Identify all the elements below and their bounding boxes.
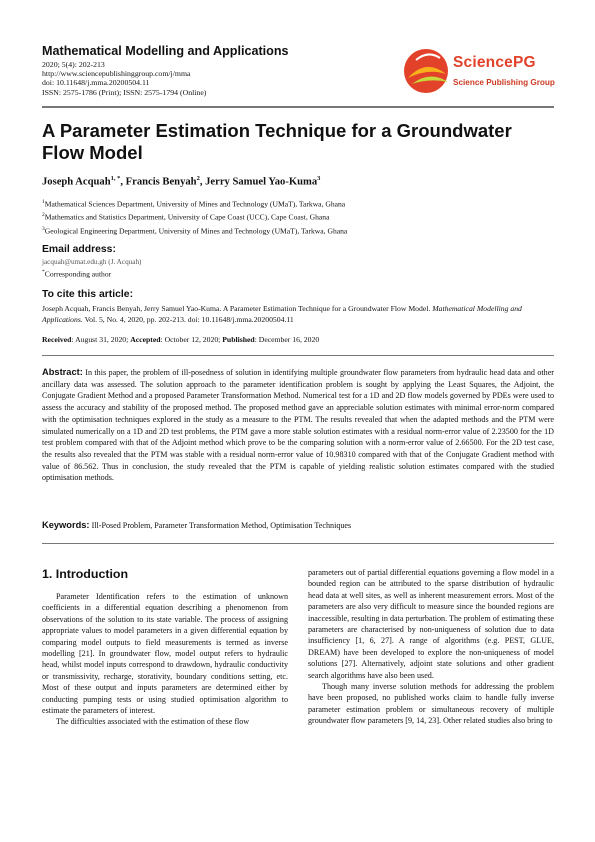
affiliation-1 [42, 199, 345, 209]
paragraph: parameters out of partial differential equations governing a flow model in a bounded region can be attributed to the sparse distribution of hydraulic head data at well sites, as well as inherent measurement errors. Most of the parameters are also very difficult to measure since the bounded regions are inaccessible, resulting in data perturbation. The problem of estimating these parameters are characterised by non-uniqueness of solution due to data insufficiency [1, 6, 27]. A range of algorithms (e.g. PEST, GLUE, DREAM) have been developed to explore the non-uniqueness of model solutions [27]. Alternatively, adjoint state solutions and other gradient search algorithms have also been used. [308, 568, 554, 680]
accepted-date: : October 12, 2020; [160, 335, 223, 344]
accepted-label: Accepted [130, 335, 161, 344]
paragraph: Parameter Identification refers to the estimation of unknown coefficients in a differential equation describing a phenomenon from observations of the solution to its state variable. The process of assigning appropriate values to model parameters in a given differential equation by comparing model outputs to field measurements is termed as inverse modelling [21]. In groundwater flow, model output refers to hydraulic head, whilst model inputs correspond to drawdown, hydraulic conductivity or transmissivity, recharge, storativity, boundary conditions setting, etc. Most of these output and inputs parameters are determined either by conducting pumping tests or using studied optimisation algorithm to estimate the parameters of interest. [42, 592, 288, 716]
author-name: Joseph Acquah [42, 176, 111, 188]
sciencepg-logo [400, 38, 570, 108]
paper-title: A Parameter Estimation Technique for a Groundwater Flow Model [42, 120, 512, 163]
abstract-label: Abstract: [42, 367, 83, 377]
received-label: Received [42, 335, 72, 344]
citation [42, 303, 554, 325]
keywords-label: Keywords: [42, 520, 90, 530]
author-name: Francis Benyah [125, 176, 197, 188]
affiliation-number: 1 [42, 199, 45, 205]
header-divider [42, 106, 554, 108]
paragraph: Though many inverse solution methods for addressing the problem have been proposed, no published works claim to handle fully inverse parameter estimation problem or simultaneous recovery of multiple groundwater flow parameters [9, 14, 23]. Other related studies also bring to [308, 682, 554, 726]
issn-line: ISSN: 2575-1786 (Print); ISSN: 2575-1794 (Online) [42, 88, 207, 97]
keywords-text: Ill-Posed Problem, Parameter Transformation Method, Optimisation Techniques [91, 521, 352, 530]
published-date: : December 16, 2020 [254, 335, 320, 344]
citation-rest: Vol. 5, No. 4, 2020, pp. 202-213. doi: 10.11648/j.mma.20200504.11 [82, 315, 294, 324]
section-heading: 1. Introduction [42, 567, 129, 581]
received-date: : August 31, 2020; [71, 335, 131, 344]
logo-subtitle: Science Publishing Group [453, 78, 555, 87]
affiliation-text: Mathematics and Statistics Department, University of Cape Coast (UCC), Cape Coast, Ghana [44, 212, 330, 222]
logo-wordmark: SciencePG [453, 54, 536, 71]
left-column [42, 591, 288, 728]
email-address[interactable]: jacquah@umat.edu.gh (J. Acquah) [42, 258, 142, 266]
affiliation-2 [42, 212, 329, 222]
article-dates [42, 335, 319, 344]
email-heading: Email address: [42, 244, 116, 255]
citation-plain: Joseph Acquah, Francis Benyah, Jerry Samuel Yao-Kuma. A Parameter Estimation Technique for a Groundwater Flow Model. [42, 304, 433, 313]
affiliation-number: 3 [42, 226, 45, 232]
paragraph: The difficulties associated with the estimation of these flow [56, 717, 250, 727]
author-list [42, 175, 320, 188]
affiliation-3 [42, 226, 347, 236]
corresponding-text: Corresponding author [44, 269, 112, 279]
corresponding-author-note [42, 269, 111, 279]
author-affiliation-mark: 2 [196, 175, 200, 182]
author-separator: , [120, 176, 126, 188]
author-separator: , [199, 176, 206, 188]
doi-line[interactable]: doi: 10.11648/j.mma.20200504.11 [42, 78, 150, 87]
author-affiliation-mark: 3 [317, 175, 321, 182]
abstract-text: In this paper, the problem of ill-posedness of solution in identifying multiple groundwater flow parameters from hydraulic head data and other ancillary data was assessed. The solution approach to the parameter identification problem is sought by applying the Least Squares, the Adjoint, the Conjugate Gradient Method and a proposed Parameter Transformation Method. Numerical test for a 1D and 2D flow models governed by PDEs were used to assess the accuracy and stability of the proposed method. The proposed method gave an appreciable solution estimates with minimal error-norm compared with the optimisation techniques explored in the study as a measure to the PTM. The results revealed that when the adapted methods and the PTM were simulated numerically on a 1D and 2D test problems, the PTM gave a more stable solution estimates with a residual norm-error value of 2.23500 for the 1D test problem compared with that of the Adjoint method which prove to be the comparing solution with a norm-error value of 2.66500. For the 2D test case, the results also revealed that the PTM was stable with a residual norm-error value of 10.98310 compared with that of the Conjugate Gradient method with value of 86.562. Thus in conclusion, the study revealed that the PTM is capable of yielding realistic solution estimates compared with the studied optimisation methods. [42, 368, 555, 483]
affiliation-number: 2 [42, 212, 45, 218]
author-name: Jerry Samuel Yao-Kuma [205, 176, 318, 188]
affiliation-text: Mathematical Sciences Department, University of Mines and Technology (UMaT), Tarkwa, Ghana [44, 199, 346, 209]
affiliation-text: Geological Engineering Department, University of Mines and Technology (UMaT), Tarkwa, Ghana [44, 226, 348, 236]
cite-heading: To cite this article: [42, 289, 134, 300]
keywords [42, 520, 554, 530]
divider-below-keywords [42, 543, 554, 544]
abstract [42, 367, 554, 484]
citation-journal: Mathematical Modelling and Applications. [42, 304, 522, 324]
corresponding-mark: * [42, 269, 45, 275]
journal-name: Mathematical Modelling and Applications [42, 44, 289, 58]
author-affiliation-mark: 1, * [110, 175, 121, 182]
divider-above-abstract [42, 355, 554, 356]
volume-pages: 2020; 5(4): 202-213 [42, 60, 105, 69]
right-column [308, 567, 554, 727]
journal-url[interactable]: http://www.sciencepublishinggroup.com/j/mma [42, 69, 191, 78]
published-label: Published [222, 335, 255, 344]
